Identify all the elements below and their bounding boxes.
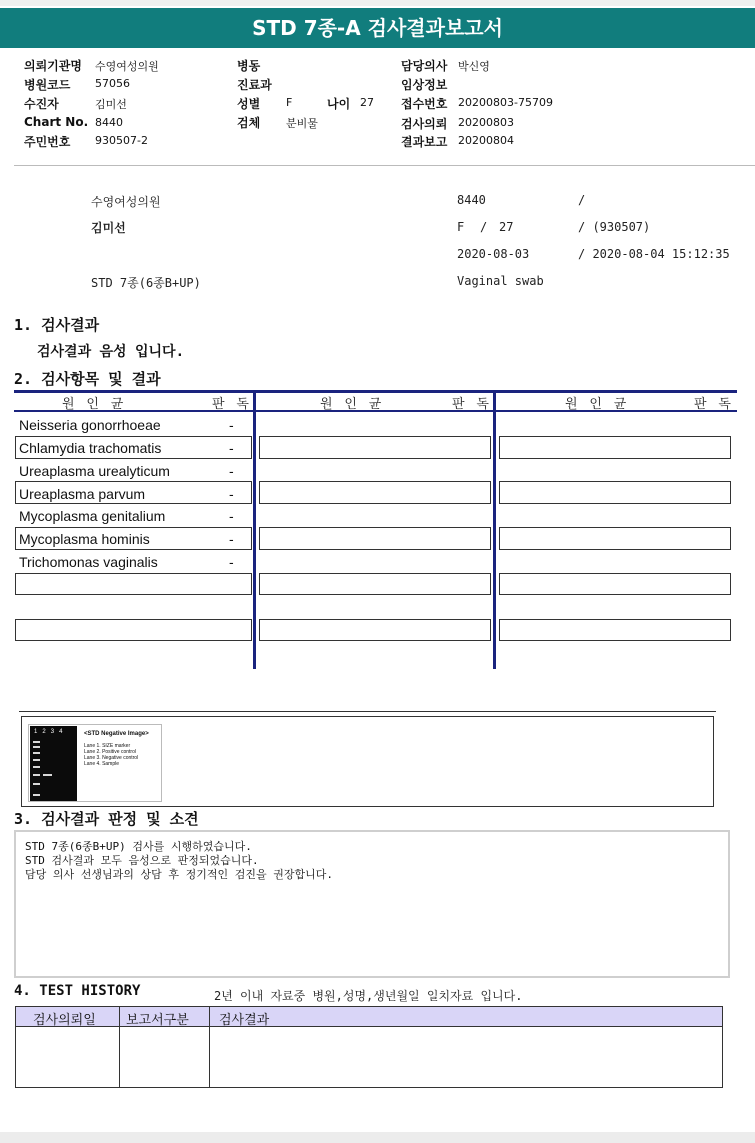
summary-received: 2020-08-03	[457, 247, 530, 261]
page-footer-band	[0, 1132, 755, 1143]
gel-marker-band	[33, 759, 40, 761]
value-patient: 김미선	[95, 98, 127, 111]
label-request-date: 검사의뢰	[401, 117, 448, 131]
section-2-title: 2. 검사항목 및 결과	[14, 370, 161, 388]
opinion-line: 담당 의사 선생님과의 상담 후 정기적인 검진을 권장합니다.	[25, 868, 334, 881]
col-head-judgement-3: 판 독	[694, 397, 733, 412]
organism-result: -	[229, 508, 234, 524]
label-receipt-no: 접수번호	[401, 97, 448, 111]
label-resident-no: 주민번호	[24, 135, 71, 149]
organism-name: Neisseria gonorrhoeae	[19, 417, 161, 433]
gel-legend-item: Lane 1. SIZE marker	[84, 743, 131, 749]
history-body	[15, 1026, 723, 1088]
label-sex: 성별	[237, 97, 261, 111]
gel-legend-item: Lane 4. Sample	[84, 761, 120, 767]
col-head-judgement-2: 판 독	[452, 397, 491, 412]
opinion-line: STD 검사결과 모두 음성으로 판정되었습니다.	[25, 854, 259, 867]
col-head-organism-2: 원 인 균	[320, 397, 384, 412]
gel-marker-band	[33, 766, 40, 768]
label-ward: 병동	[237, 59, 261, 73]
row-box	[259, 436, 491, 459]
summary-age: 27	[499, 220, 514, 234]
summary-specimen: Vaginal swab	[457, 274, 544, 288]
label-chart-no: Chart No.	[24, 115, 89, 129]
label-clinical-info: 임상정보	[401, 78, 448, 92]
value-hospital: 수영여성의원	[95, 60, 159, 73]
row-box	[499, 436, 731, 459]
label-hospital-code: 병원코드	[24, 78, 71, 92]
section-1-title: 1. 검사결과	[14, 316, 100, 334]
gel-top-rule	[19, 711, 716, 712]
organism-name: Mycoplasma hominis	[19, 531, 150, 547]
summary-test-name: STD 7종(6종B+UP)	[91, 276, 201, 290]
history-col-divider	[119, 1006, 120, 1088]
top-strip	[0, 0, 755, 6]
gel-marker-band	[33, 794, 40, 796]
gel-title: <STD Negative Image>	[84, 731, 149, 737]
value-age: 27	[360, 96, 374, 109]
opinion-text	[25, 840, 333, 882]
gel-marker-band	[33, 741, 40, 743]
gel-lanes	[30, 726, 77, 801]
organism-result: -	[229, 531, 234, 547]
table-divider-2	[493, 390, 496, 669]
summary-sex-slash: /	[480, 220, 488, 234]
col-head-organism-3: 원 인 균	[565, 397, 629, 412]
section-1-result: 검사결과 음성 입니다.	[37, 344, 185, 360]
gel-marker-band	[33, 746, 40, 748]
gel-positive-band	[43, 774, 52, 776]
history-col-request-date: 검사의뢰일	[33, 1013, 96, 1028]
summary-patient: 김미선	[91, 221, 126, 235]
value-hospital-code: 57056	[95, 77, 130, 90]
opinion-box	[14, 830, 730, 978]
gel-marker-band	[33, 752, 40, 754]
gel-legend-item: Lane 2. Positive control	[84, 749, 136, 755]
row-box	[259, 619, 491, 641]
organism-name: Ureaplasma urealyticum	[19, 463, 170, 479]
history-header-row	[15, 1006, 723, 1027]
organism-name: Ureaplasma parvum	[19, 486, 146, 502]
organism-name: Mycoplasma genitalium	[19, 508, 166, 524]
organism-result: -	[229, 440, 234, 456]
gel-legend	[84, 731, 149, 767]
gel-lane-number: 1	[34, 729, 38, 735]
row-box	[499, 619, 731, 641]
gel-lane-numbers	[34, 729, 62, 735]
row-box	[259, 481, 491, 504]
row-box	[15, 573, 252, 595]
section-4-title: 4. TEST HISTORY	[14, 983, 141, 999]
row-box	[259, 527, 491, 550]
summary-slash: /	[578, 193, 586, 207]
label-age: 나이	[327, 97, 351, 111]
summary-sex: F	[457, 220, 465, 234]
col-head-judgement-1: 판 독	[212, 397, 251, 412]
label-report-date: 결과보고	[401, 135, 448, 149]
gel-legend-item: Lane 3. Negative control	[84, 755, 139, 761]
value-report-date: 20200804	[458, 134, 514, 147]
row-box	[259, 573, 491, 595]
gel-lane-number: 3	[50, 729, 55, 735]
row-box	[499, 573, 731, 595]
gel-marker-band	[33, 783, 40, 785]
label-department: 진료과	[237, 78, 272, 92]
history-col-result: 검사결과	[219, 1013, 270, 1028]
history-col-divider	[209, 1006, 210, 1088]
row-box	[499, 527, 731, 550]
value-sex: F	[286, 96, 293, 109]
opinion-line: STD 7종(6종B+UP) 검사를 시행하였습니다.	[25, 840, 252, 853]
organism-name: Chlamydia trachomatis	[19, 440, 162, 456]
summary-hospital: 수영여성의원	[91, 195, 161, 209]
organism-name: Trichomonas vaginalis	[19, 554, 158, 570]
organism-result: -	[229, 554, 234, 570]
value-resident-no: 930507-2	[95, 134, 148, 147]
summary-chart-no: 8440	[457, 193, 486, 207]
value-specimen: 분비물	[286, 117, 318, 130]
header-divider	[14, 165, 755, 166]
value-receipt-no: 20200803-75709	[458, 96, 553, 109]
table-divider-1	[253, 390, 256, 669]
value-doctor: 박신영	[458, 60, 490, 73]
value-chart-no: 8440	[95, 116, 123, 129]
history-col-report-type: 보고서구분	[126, 1013, 189, 1028]
gel-image	[28, 724, 162, 802]
section-3-title: 3. 검사결과 판정 및 소견	[14, 810, 199, 828]
label-doctor: 담당의사	[401, 59, 448, 73]
col-head-organism-1: 원 인 균	[62, 397, 126, 412]
value-request-date: 20200803	[458, 116, 514, 129]
organism-result: -	[229, 417, 234, 433]
history-note: 2년 이내 자료중 병원,성명,생년월일 일치자료 입니다.	[214, 989, 523, 1003]
gel-marker-band	[33, 774, 40, 776]
row-box	[499, 481, 731, 504]
summary-birth: / (930507)	[578, 220, 651, 234]
label-specimen: 검체	[237, 116, 261, 130]
row-box	[15, 619, 252, 641]
organism-result: -	[229, 463, 234, 479]
organism-result: -	[229, 486, 234, 502]
gel-lane-number: 2	[42, 729, 46, 735]
gel-lane-number: 4	[59, 729, 63, 735]
summary-reported: / 2020-08-04 15:12:35	[578, 247, 730, 261]
report-title: STD 7종-A 검사결과보고서	[0, 8, 755, 48]
label-hospital: 의뢰기관명	[24, 59, 82, 73]
label-patient: 수진자	[24, 97, 59, 111]
